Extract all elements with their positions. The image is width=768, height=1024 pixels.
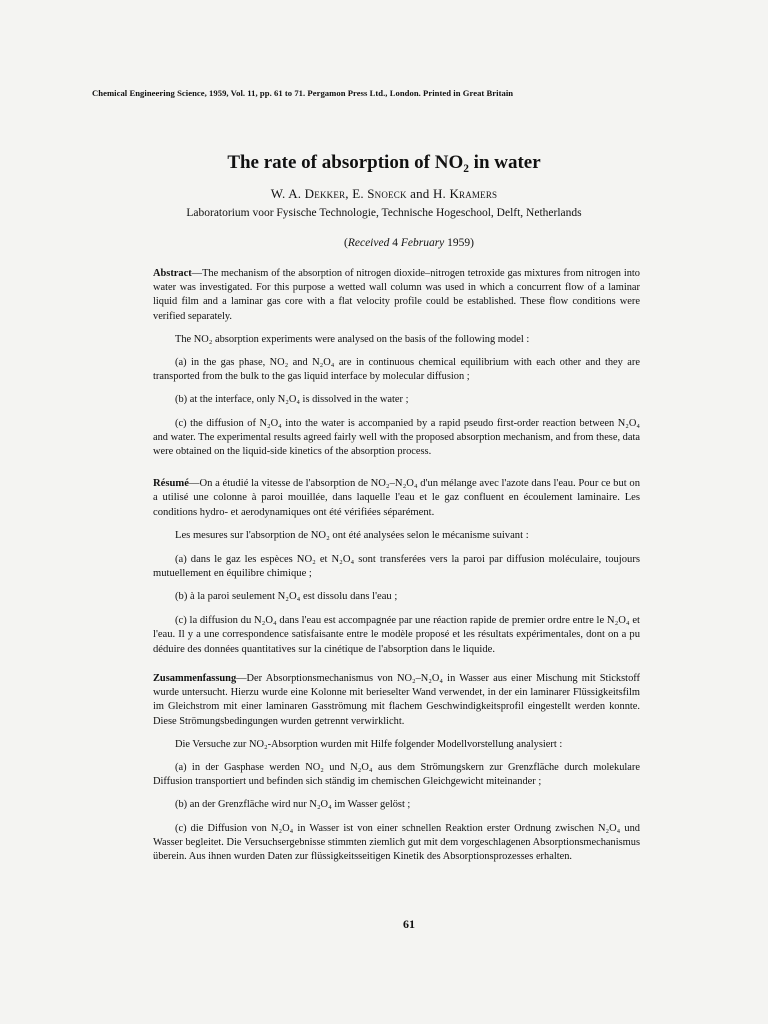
zusammenfassung-lead: Zusammenfassung [153, 673, 237, 684]
resume-paragraph-3: (a) dans le gaz les espèces NO₂ et N₂O₄ sont transferées vers la paroi par diffusion moléculaire, toujours mutuellement en équilibre chimique ; [153, 553, 640, 580]
abstract-paragraph-3: (a) in the gas phase, NO₂ and N₂O₄ are in continuous chemical equilibrium with each other and they are transported from the bulk to the gas liquid interface by molecular diffusion ; [153, 357, 640, 383]
received-date [0, 237, 768, 249]
resume-paragraph-5: (c) la diffusion du N₂O₄ dans l'eau est accompagnée par une réaction rapide de premier ordre entre le N₂O₄ et l'eau. Il y a une correspondence satisfaisante entre le modèle proposé et les résultats expérimentales, dont on a pu déduire des données quantitatives sur la cinétique de l'absorption dans le liquide. [153, 614, 640, 655]
author-1: W. A. Dekker [270, 186, 346, 201]
abstract-paragraph-2: The NO₂ absorption experiments were analysed on the basis of the following model : [175, 333, 530, 345]
paper-title: The rate of absorption of NO₂ in water [227, 152, 541, 173]
zusammenfassung-section [153, 672, 640, 864]
abstract-paragraph-4: (b) at the interface, only N₂O₄ is dissolved in the water ; [175, 394, 409, 406]
resume-paragraph-1 [153, 477, 640, 520]
abstract-lead: Abstract [153, 268, 192, 279]
received-label: Received [347, 237, 390, 249]
resume-section [153, 477, 640, 657]
zusammenfassung-paragraph-1 [153, 672, 640, 729]
received-year: 1959) [447, 237, 474, 249]
author-separator-2: and [406, 186, 433, 201]
affiliation: Laboratorium voor Fysische Technologie, Technische Hogeschool, Delft, Netherlands [186, 207, 582, 219]
page-number: 61 [403, 917, 415, 931]
author-separator-1: , [345, 186, 353, 201]
zusammenfassung-paragraph-4: (b) an der Grenzfläche wird nur N₂O₄ im Wasser gelöst ; [175, 799, 411, 811]
resume-paragraph-2: Les mesures sur l'absorption de NO₂ ont été analysées selon le mécanisme suivant : [175, 530, 529, 542]
resume-paragraph-4: (b) à la paroi seulement N₂O₄ est dissolu dans l'eau ; [175, 591, 398, 603]
abstract-section [153, 267, 640, 459]
abstract-paragraph-5: (c) the diffusion of N₂O₄ into the water is accompanied by a rapid pseudo first-order reaction between N₂O₄ and water. The experimental results agreed fairly well with the proposed absorption mechanism, and from these, data were obtained on the liquid-side kinetics of the absorption process. [153, 417, 640, 458]
author-3: H. Kramers [432, 186, 498, 201]
zusammenfassung-text-1: —Der Absorptionsmechanismus von NO₂–N₂O₄ in Wasser aus einer Mischung mit Stickstoff wurde untersucht. Hierzu wurde eine Kolonne mit berieselter Wand verwendet, in der ein laminarer Flüssigkeitsfilm im Gleichstrom mit einer laminaren Gasströmung mit flachem Geschwindigkeitsprofil eingestellt werden konnte. Diese Strömungsbedingungen wurden getrennt verwirklicht. [153, 673, 640, 727]
resume-text-1: —On a étudié la vitesse de l'absorption de NO₂–N₂O₄ d'un mélange avec l'azote dans l'eau. Pour ce but on a utilisé une colonne à paroi mouillée, dans laquelle l'eau et le gaz confluent en écoulement laminaire. Les conditions hydro- et aerodynamiques ont été vérifiées séparément. [153, 478, 640, 518]
received-open-paren: ( [344, 237, 348, 249]
resume-lead: Résumé [153, 478, 189, 489]
received-day: 4 [392, 237, 398, 249]
received-month: February [400, 237, 445, 249]
abstract-text-1: —The mechanism of the absorption of nitrogen dioxide–nitrogen tetroxide gas mixtures from nitrogen into water was investigated. For this purpose a wetted wall column was used in which a concurrent flow of a laminar liquid film and a laminar gas core with a flat velocity profile could be established. These flow conditions were verified separately. [153, 268, 640, 322]
zusammenfassung-paragraph-2: Die Versuche zur NO₂-Absorption wurden mit Hilfe folgender Modellvorstellung analysiert : [175, 738, 563, 750]
author-list [0, 186, 768, 202]
author-2: E. Snoeck [352, 186, 407, 201]
abstract-paragraph-1 [153, 267, 640, 324]
zusammenfassung-paragraph-3: (a) in der Gasphase werden NO₂ und N₂O₄ aus dem Strömungskern zur Grenzfläche durch molekulare Diffusion transportiert und befinden sich ständig im chemischen Gleichgewicht miteinander ; [153, 762, 640, 788]
journal-header: Chemical Engineering Science, 1959, Vol. 11, pp. 61 to 71. Pergamon Press Ltd., London. Printed in Great Britain [92, 88, 514, 98]
zusammenfassung-paragraph-5: (c) die Diffusion von N₂O₄ in Wasser ist von einer schnellen Reaktion erster Ordnung zwischen N₂O₄ und Wasser begleitet. Die Versuchsergebnisse stimmten ziemlich gut mit dem vorgeschlagenen Absorptionsmechanismus überein. Aus ihnen wurden Daten zur flüssigkeitsseitigen Kinetik des Absorptionsprozesses erhalten. [153, 822, 640, 863]
